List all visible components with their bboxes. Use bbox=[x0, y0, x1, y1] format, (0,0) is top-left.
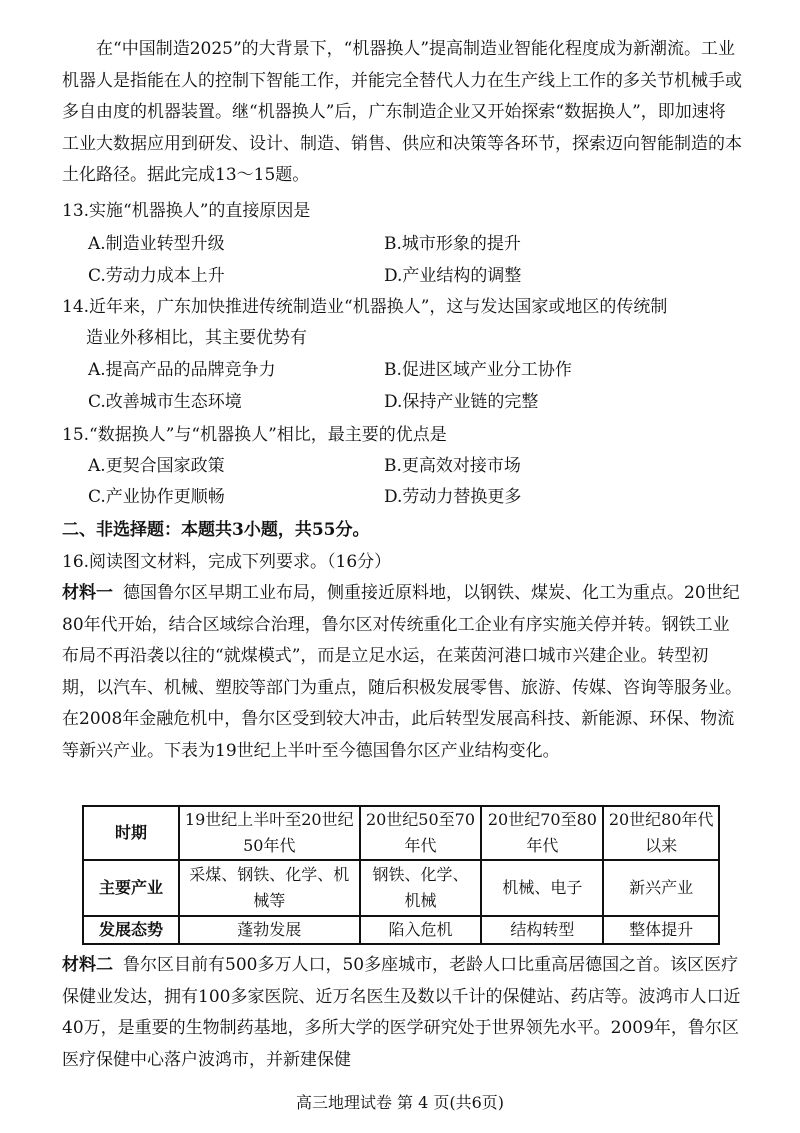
q14-option-c: C.改善城市生态环境 bbox=[88, 392, 242, 412]
table-cell: 结构转型 bbox=[481, 916, 603, 944]
page-footer: 高三地理试卷 第 4 页(共6页) bbox=[295, 1093, 505, 1112]
table-row bbox=[83, 806, 719, 860]
table-cell: 陷入危机 bbox=[360, 916, 482, 944]
section-2-heading: 二、非选择题：本题共3小题，共55分。 bbox=[62, 520, 370, 540]
q13-option-b: B.城市形象的提升 bbox=[384, 234, 521, 254]
q13-option-d: D.产业结构的调整 bbox=[384, 266, 522, 286]
q14-option-a: A.提高产品的品牌竞争力 bbox=[88, 360, 276, 380]
q15-option-d: D.劳动力替换更多 bbox=[384, 487, 522, 507]
row-header-industry: 主要产业 bbox=[83, 860, 179, 916]
table-row bbox=[83, 860, 719, 916]
material-2-label: 材料二 bbox=[62, 955, 113, 975]
q13-option-a: A.制造业转型升级 bbox=[88, 234, 225, 254]
question-13-stem: 13.实施“机器换人”的直接原因是 bbox=[62, 201, 311, 221]
table-cell: 20世纪50至70年代 bbox=[360, 806, 482, 860]
material-2 bbox=[62, 950, 742, 1076]
industry-structure-table bbox=[82, 805, 720, 945]
table-cell: 20世纪70至80年代 bbox=[481, 806, 603, 860]
row-header-trend: 发展态势 bbox=[83, 916, 179, 944]
table-cell: 20世纪80年代以来 bbox=[603, 806, 719, 860]
table-cell: 19世纪上半叶至20世纪50年代 bbox=[179, 806, 360, 860]
table-cell: 采煤、钢铁、化学、机械等 bbox=[179, 860, 360, 916]
material-1-label: 材料一 bbox=[62, 583, 113, 603]
q15-option-c: C.产业协作更顺畅 bbox=[88, 487, 225, 507]
material-2-text: 鲁尔区目前有500多万人口，50多座城市，老龄人口比重高居德国之首。该区医疗保健业发达，拥有100多家医院、近万名医生及数以千计的保健站、药店等。波鸿市人口近40万，是重要的生物制药基地，多所大学的医学研究处于世界领先水平。2009年，鲁尔区医疗保健中心落户波鸿市，并新建保健 bbox=[62, 955, 741, 1070]
question-14-stem-line2: 造业外移相比，其主要优势有 bbox=[86, 328, 307, 348]
row-header-period: 时期 bbox=[83, 806, 179, 860]
table-row bbox=[83, 916, 719, 944]
q15-option-a: A.更契合国家政策 bbox=[88, 456, 225, 476]
table-cell: 钢铁、化学、机械 bbox=[360, 860, 482, 916]
q14-option-b: B.促进区域产业分工协作 bbox=[384, 360, 572, 380]
table-cell: 整体提升 bbox=[603, 916, 719, 944]
question-14-stem-line1: 14.近年来，广东加快推进传统制造业“机器换人”，这与发达国家或地区的传统制 bbox=[62, 297, 668, 317]
q13-option-c: C.劳动力成本上升 bbox=[88, 266, 225, 286]
intro-paragraph: 在“中国制造2025”的大背景下，“机器换人”提高制造业智能化程度成为新潮流。工业机器人是指能在人的控制下智能工作，并能完全替代人力在生产线上工作的多关节机械手或多自由度的机器装置。继“机器换人”后，广东制造企业又开始探索“数据换人”，即加速将工业大数据应用到研发、设计、制造、销售、供应和决策等各环节，探索迈向智能制造的本土化路径。据此完成13～15题。 bbox=[62, 39, 742, 185]
question-15-stem: 15.“数据换人”与“机器换人”相比，最主要的优点是 bbox=[62, 425, 447, 445]
table-cell: 新兴产业 bbox=[603, 860, 719, 916]
q15-option-b: B.更高效对接市场 bbox=[384, 456, 521, 476]
table-cell: 机械、电子 bbox=[481, 860, 603, 916]
question-16-stem: 16.阅读图文材料，完成下列要求。（16分） bbox=[62, 552, 392, 572]
material-1 bbox=[62, 578, 742, 767]
material-1-text: 德国鲁尔区早期工业布局，侧重接近原料地，以钢铁、煤炭、化工为重点。20世纪80年代开始，结合区域综合治理，鲁尔区对传统重化工企业有序实施关停并转。钢铁工业布局不再沿袭以往的“就煤模式”，而是立足水运，在莱茵河港口城市兴建企业。转型初期，以汽车、机械、塑胶等部门为重点，随后积极发展零售、旅游、传媒、咨询等服务业。在2008年金融危机中，鲁尔区受到较大冲击，此后转型发展高科技、新能源、环保、物流等新兴产业。下表为19世纪上半叶至今德国鲁尔区产业结构变化。 bbox=[62, 583, 742, 761]
table-cell: 蓬勃发展 bbox=[179, 916, 360, 944]
q14-option-d: D.保持产业链的完整 bbox=[384, 392, 539, 412]
